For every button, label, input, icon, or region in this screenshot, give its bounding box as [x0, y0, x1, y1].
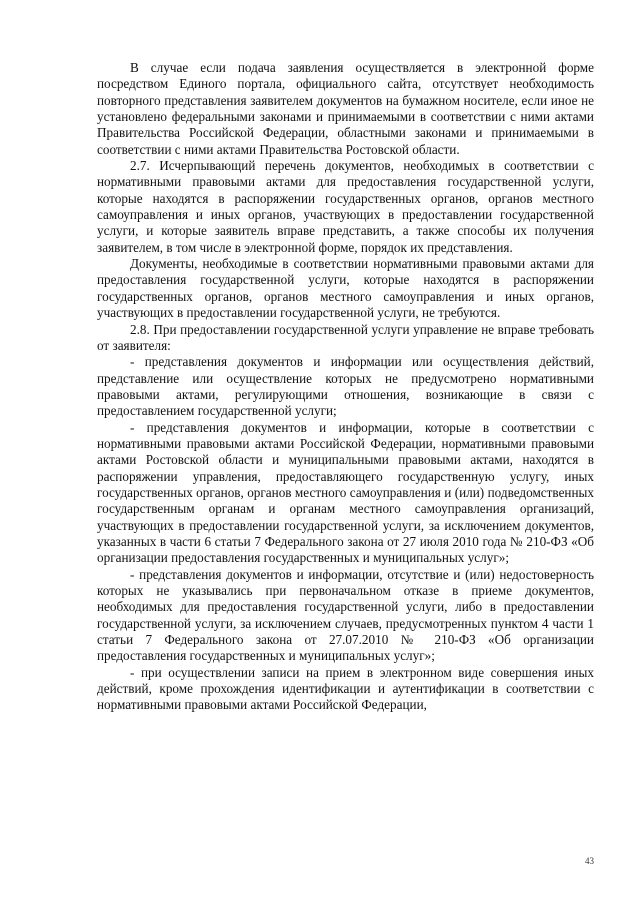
document-body [97, 60, 594, 714]
list-item-requirement-3: - представления документов и информации, отсутствие и (или) недостоверность которых не указывались при первоначальном отказе в приеме документов, необходимых для предоставления государственной услуги, либо в предоставлении государственной услуги, за исключением случаев, предусмотренных пунктом 4 части 1 статьи 7 Федерального закона от 27.07.2010 № 210-ФЗ «Об организации предоставления государственных и муниципальных услуг»; [97, 566, 594, 664]
paragraph-section-2-7: 2.7. Исчерпывающий перечень документов, необходимых в соответствии с нормативными правовыми актами для предоставления государственной услуги, которые находятся в распоряжении государственных органов, органов местного самоуправления и иных органов, участвующих в предоставлении государственной услуги, и которые заявитель вправе представить, а также способы их получения заявителем, в том числе в электронной форме, порядок их представления. [97, 158, 594, 255]
list-item-requirement-1: - представления документов и информации или осуществления действий, представление или осуществление которых не предусмотрено нормативными правовыми актами, регулирующими отношения, возникающие в связи с предоставлением государственной услуги; [97, 354, 594, 419]
list-item-requirement-4: - при осуществлении записи на прием в электронном виде совершения иных действий, кроме прохождения идентификации и аутентификации в соответствии с нормативными правовыми актами Российской Федерации, [97, 664, 594, 713]
paragraph-documents-not-required: Документы, необходимые в соответствии нормативными правовыми актами для предоставления государственной услуги, которые находятся в распоряжении государственных органов, органов местного самоуправления и иных органов, участвующих в предоставлении государственной услуги, не требуются. [97, 256, 594, 321]
paragraph-electronic-submission: В случае если подача заявления осуществляется в электронной форме посредством Единого портала, официального сайта, отсутствует необходимость повторного представления заявителем документов на бумажном носителе, если иное не установлено федеральными законами и принимаемыми в соответствии с ними актами Правительства Российской Федерации, областными законами и принимаемыми в соответствии с ними актами Правительства Ростовской области. [97, 60, 594, 157]
page-number: 43 [585, 856, 594, 866]
list-item-requirement-2: - представления документов и информации, которые в соответствии с нормативными правовыми актами Российской Федерации, нормативными правовыми актами Ростовской области и муниципальными правовыми актами, находятся в распоряжении управления, предоставляющего государственную услугу, иных государственных органов, органов местного самоуправления и (или) подведомственных государственным органам и органам местного самоуправления организаций, участвующих в предоставлении государственной услуги, за исключением документов, указанных в части 6 статьи 7 Федерального закона от 27 июля 2010 года № 210-ФЗ «Об организации предоставления государственных и муниципальных услуг»; [97, 419, 594, 566]
paragraph-section-2-8: 2.8. При предоставлении государственной услуги управление не вправе требовать от заявителя: [97, 321, 594, 353]
